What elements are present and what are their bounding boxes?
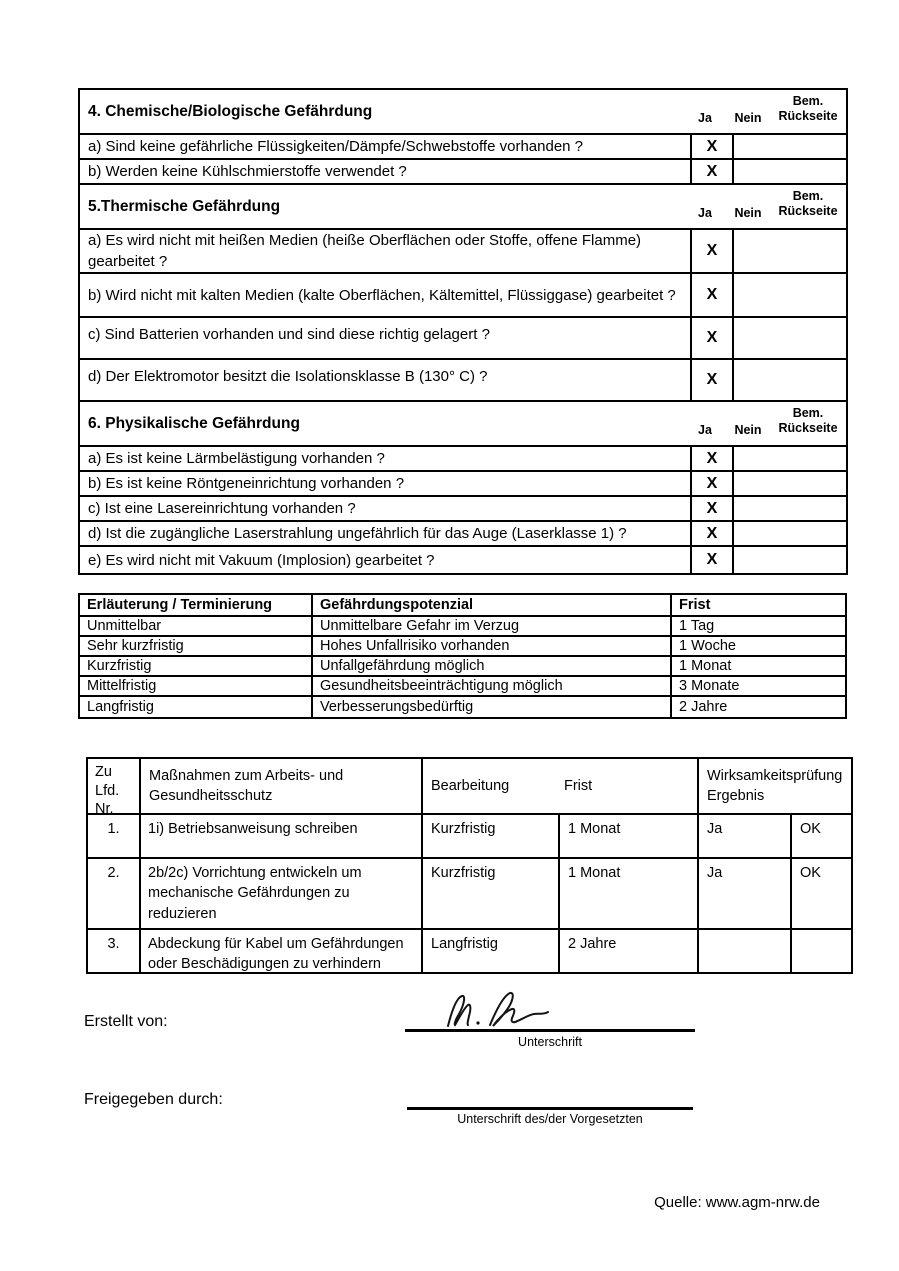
question-text: a) Es wird nicht mit heißen Medien (heiße Oberflächen oder Stoffe, offene Flamme) gearbeitet ? (80, 230, 692, 272)
legend-row (80, 637, 845, 657)
question-row (80, 447, 846, 472)
question-text: a) Sind keine gefährliche Flüssigkeiten/Dämpfe/Schwebstoffe vorhanden ? (80, 135, 692, 158)
ja-mark: X (692, 135, 734, 158)
measures-header-nr: Zu Lfd. Nr. (88, 759, 141, 813)
ja-mark: X (692, 360, 734, 400)
legend-cell: 3 Monate (679, 678, 740, 694)
legend-table (78, 593, 847, 719)
measure-nr: 3. (88, 930, 141, 972)
created-by-label: Erstellt von: (84, 1013, 168, 1030)
measures-header-bearbeitung-frist (423, 759, 699, 813)
column-header-ja: Ja (698, 423, 712, 437)
section-header-thermisch (80, 185, 846, 230)
bem-label: Bem. (792, 405, 824, 420)
measure-frist: 2 Jahre (560, 930, 699, 972)
column-header-bem-rueckseite (770, 185, 846, 228)
question-row (80, 497, 846, 522)
ja-mark: X (692, 497, 734, 520)
legend-cell: Kurzfristig (80, 657, 313, 675)
question-text: c) Ist eine Lasereinrichtung vorhanden ? (80, 497, 692, 520)
ja-mark: X (692, 472, 734, 495)
legend-header-gefaehrdungspotenzial: Gefährdungspotenzial (313, 595, 672, 615)
legend-cell: Unmittelbare Gefahr im Verzug (313, 617, 672, 635)
signature-image (438, 988, 553, 1032)
source-credit: Quelle: www.agm-nrw.de (654, 1194, 820, 1211)
question-row (80, 274, 846, 318)
legend-cell: 2 Jahre (679, 699, 728, 715)
measure-row (88, 930, 851, 972)
signature-line-approved (407, 1107, 693, 1110)
question-row (80, 472, 846, 497)
signature-line-created (405, 1029, 695, 1032)
legend-header-erlaeuterung: Erläuterung / Terminierung (80, 595, 313, 615)
measure-ergebnis: OK (800, 821, 821, 837)
measure-bearbeitung: Langfristig (423, 930, 560, 972)
nein-bem-cell (734, 274, 846, 316)
measure-frist: 1 Monat (560, 815, 699, 857)
legend-cell: Langfristig (80, 697, 313, 717)
nein-bem-cell (734, 472, 846, 495)
nein-bem-cell (734, 522, 846, 545)
nein-bem-cell (734, 497, 846, 520)
legend-cell: Hohes Unfallrisiko vorhanden (313, 637, 672, 655)
legend-cell: 1 Woche (679, 638, 736, 654)
question-text: c) Sind Batterien vorhanden und sind diese richtig gelagert ? (80, 318, 692, 358)
section-header-physikalisch (80, 402, 846, 447)
ja-mark: X (692, 547, 734, 573)
rueckseite-label: Rückseite (778, 109, 838, 124)
legend-cell: Verbesserungsbedürftig (313, 697, 672, 717)
measure-bearbeitung: Kurzfristig (423, 859, 560, 928)
measure-wirksam (699, 930, 792, 972)
measure-nr: 1. (88, 815, 141, 857)
measure-ergebnis: OK (800, 865, 821, 881)
bem-label: Bem. (792, 93, 824, 108)
column-header-ja: Ja (698, 111, 712, 125)
legend-cell: 1 Monat (679, 658, 732, 674)
legend-cell: 1 Tag (679, 618, 715, 634)
section-title: 5.Thermische Gefährdung (88, 197, 281, 215)
question-text: b) Wird nicht mit kalten Medien (kalte Oberflächen, Kältemittel, Flüssiggase) gearbeitet ? (80, 274, 692, 316)
nein-bem-cell (734, 318, 846, 358)
measure-bearbeitung: Kurzfristig (423, 815, 560, 857)
question-text: b) Es ist keine Röntgeneinrichtung vorhanden ? (80, 472, 692, 495)
question-row (80, 522, 846, 547)
legend-cell: Gesundheitsbeeinträchtigung möglich (313, 677, 672, 695)
ja-mark: X (692, 230, 734, 272)
legend-cell: Unfallgefährdung möglich (313, 657, 672, 675)
column-header-ja: Ja (698, 206, 712, 220)
legend-row (80, 697, 845, 717)
measure-row (88, 815, 851, 859)
question-row (80, 230, 846, 274)
nein-bem-cell (734, 360, 846, 400)
bem-label: Bem. (792, 188, 824, 203)
question-text: a) Es ist keine Lärmbelästigung vorhanden ? (80, 447, 692, 470)
measure-text: 2b/2c) Vorrichtung entwickeln um mechanische Gefährdungen zu reduzieren (141, 859, 423, 928)
nein-bem-cell (734, 135, 846, 158)
column-header-bem-rueckseite (770, 90, 846, 133)
measure-text: 1i) Betriebsanweisung schreiben (141, 815, 423, 857)
column-header-bem-rueckseite (770, 402, 846, 445)
question-row (80, 135, 846, 160)
rueckseite-label: Rückseite (778, 421, 838, 436)
legend-cell: Mittelfristig (80, 677, 313, 695)
legend-cell: Unmittelbar (80, 617, 313, 635)
measure-frist: 1 Monat (560, 859, 699, 928)
ja-mark: X (692, 318, 734, 358)
measures-header-wirksamkeit: Wirksamkeitsprüfung Ergebnis (707, 767, 843, 804)
legend-row (80, 657, 845, 677)
legend-header-frist: Frist (679, 597, 711, 613)
section-title: 6. Physikalische Gefährdung (88, 414, 300, 432)
question-text: b) Werden keine Kühlschmierstoffe verwendet ? (80, 160, 692, 183)
nein-bem-cell (734, 160, 846, 183)
question-text: e) Es wird nicht mit Vakuum (Implosion) gearbeitet ? (80, 547, 692, 573)
measures-header-row (88, 759, 851, 818)
measure-row (88, 859, 851, 930)
legend-row (80, 677, 845, 697)
measure-text: Abdeckung für Kabel um Gefährdungen oder Beschädigungen zu verhindern (141, 930, 423, 972)
signature-caption-approved: Unterschrift des/der Vorgesetzten (457, 1112, 643, 1126)
nein-bem-cell (734, 447, 846, 470)
signature-caption-created: Unterschrift (518, 1035, 582, 1049)
column-header-nein: Nein (734, 423, 762, 437)
ja-mark: X (692, 160, 734, 183)
bearbeitung-label: Bearbeitung (431, 777, 510, 794)
section-header-chemisch-biologisch (80, 90, 846, 135)
question-row (80, 360, 846, 402)
approved-by-label: Freigegeben durch: (84, 1091, 223, 1108)
legend-header-row (80, 595, 845, 617)
measure-nr: 2. (88, 859, 141, 928)
question-row (80, 160, 846, 185)
question-text: d) Der Elektromotor besitzt die Isolationsklasse B (130° C) ? (80, 360, 692, 400)
measures-table (86, 757, 853, 974)
measure-wirksam: Ja (699, 859, 792, 928)
ja-mark: X (692, 447, 734, 470)
ja-mark: X (692, 522, 734, 545)
rueckseite-label: Rückseite (778, 204, 838, 219)
column-header-nein: Nein (734, 206, 762, 220)
measure-ergebnis (792, 930, 851, 972)
ja-mark: X (692, 274, 734, 316)
frist-label: Frist (564, 777, 593, 794)
measure-wirksam: Ja (699, 815, 792, 857)
question-row (80, 318, 846, 360)
nein-bem-cell (734, 230, 846, 272)
nein-bem-cell (734, 547, 846, 573)
hazard-checklist-table (78, 88, 848, 575)
question-text: d) Ist die zugängliche Laserstrahlung ungefährlich für das Auge (Laserklasse 1) ? (80, 522, 692, 545)
section-title: 4. Chemische/Biologische Gefährdung (88, 102, 373, 120)
question-row (80, 547, 846, 573)
column-header-nein: Nein (734, 111, 762, 125)
measures-header-massnahmen: Maßnahmen zum Arbeits- und Gesundheitsschutz (141, 759, 423, 813)
legend-row (80, 617, 845, 637)
legend-cell: Sehr kurzfristig (80, 637, 313, 655)
